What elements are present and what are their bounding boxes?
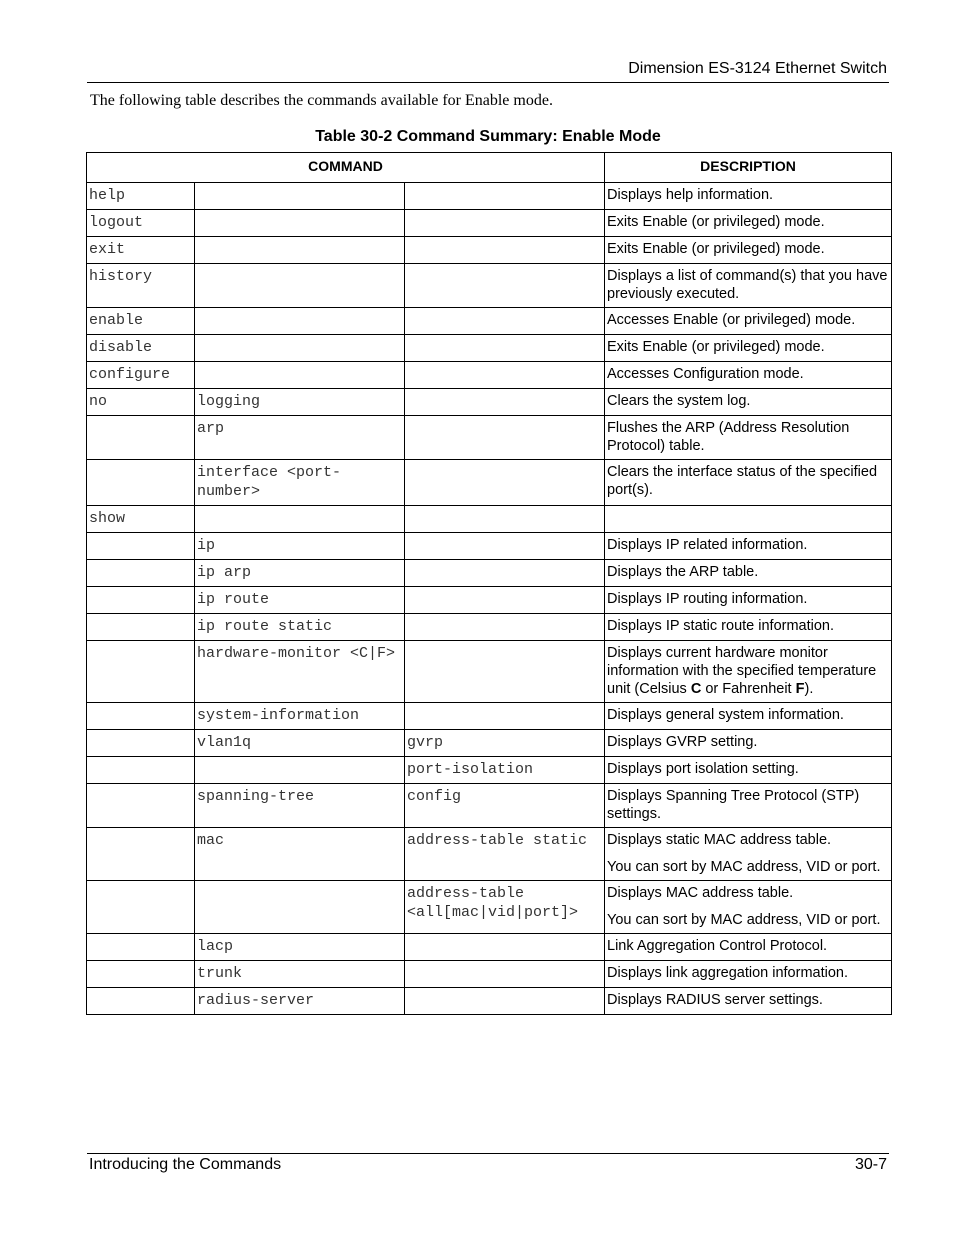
command-cell-c1 [87,828,195,881]
table-row [87,389,892,416]
description-text: Displays IP routing information. [607,591,808,607]
command-cell-c1: no [87,389,195,416]
command-cell-c2 [195,362,405,389]
description-cell [605,881,892,934]
command-cell-c1: show [87,506,195,533]
command-cell-c1 [87,533,195,560]
command-cell-c3: address-table static [405,828,605,881]
command-cell-c2: arp [195,416,405,460]
description-cell [605,961,892,988]
command-cell-c1 [87,881,195,934]
description-text: Displays MAC address table. [607,885,794,901]
command-cell-c2: radius-server [195,988,405,1015]
description-cell [605,237,892,264]
command-cell-c1 [87,587,195,614]
description-cell [605,614,892,641]
description-cell [605,988,892,1015]
description-cell [605,828,892,881]
command-cell-c2: ip route static [195,614,405,641]
table-row [87,730,892,757]
description-cell [605,362,892,389]
command-cell-c2: mac [195,828,405,881]
command-cell-c2: trunk [195,961,405,988]
table-row [87,308,892,335]
description-text: Displays static MAC address table. [607,832,832,848]
description-cell [605,934,892,961]
footer-section-title: Introducing the Commands [89,1156,282,1173]
table-row [87,506,892,533]
description-cell [605,587,892,614]
command-cell-c2 [195,237,405,264]
description-text: Displays IP static route information. [607,618,835,634]
command-cell-c2: ip [195,533,405,560]
command-cell-c1: configure [87,362,195,389]
table-caption: Table 30-2 Command Summary: Enable Mode [315,128,661,145]
description-text: Exits Enable (or privileged) mode. [607,214,825,230]
description-text: or Fahrenheit [701,681,796,697]
table-row [87,587,892,614]
page-footer [87,1153,889,1178]
description-note: You can sort by MAC address, VID or port. [607,912,881,928]
footer-page-number: 30-7 [854,1156,887,1173]
command-cell-c3 [405,210,605,237]
description-text: ). [804,681,814,697]
page-header [87,60,889,83]
command-cell-c1 [87,416,195,460]
intro-text: The following table describes the commands available for Enable mode. [90,92,553,109]
table-row [87,183,892,210]
command-cell-c2 [195,881,405,934]
command-cell-c2: lacp [195,934,405,961]
description-cell [605,533,892,560]
command-cell-c3 [405,641,605,703]
command-cell-c3 [405,614,605,641]
command-cell-c3 [405,961,605,988]
table-row [87,264,892,308]
command-cell-c2: spanning-tree [195,784,405,828]
description-cell [605,506,892,533]
table-row [87,335,892,362]
table-row [87,210,892,237]
command-cell-c3 [405,237,605,264]
command-cell-c2 [195,506,405,533]
description-note: You can sort by MAC address, VID or port. [607,859,881,875]
description-cell [605,703,892,730]
command-cell-c2 [195,757,405,784]
command-cell-c3 [405,988,605,1015]
description-emphasis: C [690,681,702,697]
command-cell-c1 [87,988,195,1015]
command-cell-c2 [195,335,405,362]
command-cell-c1 [87,961,195,988]
command-cell-c3 [405,460,605,506]
description-text: Displays link aggregation information. [607,965,849,981]
description-cell [605,641,892,703]
command-cell-c3 [405,264,605,308]
description-emphasis: F [795,681,805,697]
command-cell-c3: config [405,784,605,828]
command-cell-c3 [405,335,605,362]
command-cell-c3 [405,362,605,389]
command-cell-c3 [405,560,605,587]
command-cell-c3 [405,587,605,614]
description-cell [605,560,892,587]
description-text: Clears the interface status of the specified port(s). [607,464,878,498]
table-row [87,614,892,641]
table-row [87,784,892,828]
description-text: Displays RADIUS server settings. [607,992,823,1008]
description-text: Displays current hardware monitor information with the specified temperature unit (Celsius [607,645,877,697]
command-cell-c1 [87,460,195,506]
command-cell-c1 [87,560,195,587]
description-cell [605,264,892,308]
description-text: Displays the ARP table. [607,564,759,580]
description-text: Flushes the ARP (Address Resolution Protocol) table. [607,420,850,454]
command-cell-c1 [87,641,195,703]
command-cell-c1 [87,757,195,784]
table-row [87,416,892,460]
command-cell-c2 [195,308,405,335]
table-row [87,828,892,881]
description-cell [605,210,892,237]
table-row [87,362,892,389]
description-text: Clears the system log. [607,393,751,409]
description-text: Accesses Configuration mode. [607,366,804,382]
table-row [87,237,892,264]
command-cell-c3 [405,183,605,210]
description-cell [605,757,892,784]
description-text: Displays help information. [607,187,774,203]
command-cell-c1: logout [87,210,195,237]
command-header: COMMAND [87,153,605,183]
command-cell-c3 [405,416,605,460]
command-cell-c1 [87,730,195,757]
table-row [87,533,892,560]
command-cell-c3 [405,389,605,416]
description-text: Displays a list of command(s) that you have previously executed. [607,268,888,302]
description-cell [605,460,892,506]
command-cell-c1: enable [87,308,195,335]
table-row [87,641,892,703]
description-text: Accesses Enable (or privileged) mode. [607,312,856,328]
table-body [87,183,892,1015]
table-row [87,881,892,934]
command-cell-c2: logging [195,389,405,416]
description-text: Displays Spanning Tree Protocol (STP) settings. [607,788,860,822]
command-cell-c2: ip arp [195,560,405,587]
table-row [87,961,892,988]
description-cell [605,784,892,828]
command-table [86,152,892,1015]
table-header-row [87,153,892,183]
table-row [87,460,892,506]
description-cell [605,416,892,460]
description-text: Displays port isolation setting. [607,761,799,777]
command-cell-c2: hardware-monitor <C|F> [195,641,405,703]
command-cell-c2 [195,183,405,210]
description-text: Displays IP related information. [607,537,808,553]
description-header: DESCRIPTION [605,153,892,183]
table-row [87,934,892,961]
command-cell-c2: system-information [195,703,405,730]
description-cell [605,308,892,335]
command-cell-c3: port-isolation [405,757,605,784]
description-cell [605,183,892,210]
description-text: Link Aggregation Control Protocol. [607,938,828,954]
header-title: Dimension ES-3124 Ethernet Switch [628,60,887,77]
description-text: Exits Enable (or privileged) mode. [607,339,825,355]
description-cell [605,730,892,757]
description-text: Displays general system information. [607,707,844,723]
command-cell-c1: exit [87,237,195,264]
description-text: Exits Enable (or privileged) mode. [607,241,825,257]
command-cell-c3 [405,934,605,961]
description-cell [605,389,892,416]
command-cell-c3: address-table <all[mac|vid|port]> [405,881,605,934]
description-cell [605,335,892,362]
command-cell-c2 [195,264,405,308]
command-cell-c1: history [87,264,195,308]
command-cell-c3 [405,308,605,335]
table-row [87,560,892,587]
command-cell-c1: help [87,183,195,210]
table-row [87,988,892,1015]
command-cell-c3 [405,703,605,730]
command-cell-c3 [405,506,605,533]
command-cell-c1 [87,934,195,961]
command-cell-c2: interface <port-number> [195,460,405,506]
table-row [87,703,892,730]
command-cell-c1: disable [87,335,195,362]
table-row [87,757,892,784]
command-cell-c1 [87,784,195,828]
command-cell-c1 [87,703,195,730]
command-cell-c2 [195,210,405,237]
command-cell-c2: vlan1q [195,730,405,757]
command-cell-c3 [405,533,605,560]
command-cell-c1 [87,614,195,641]
command-cell-c2: ip route [195,587,405,614]
description-text: Displays GVRP setting. [607,734,758,750]
command-cell-c3: gvrp [405,730,605,757]
